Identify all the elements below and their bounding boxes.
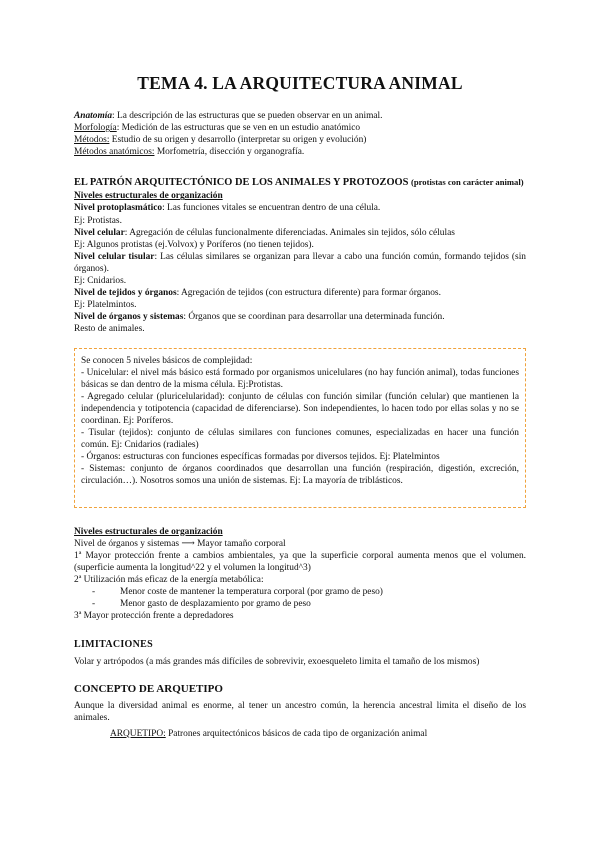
level-term: Nivel celular [74, 227, 125, 238]
advantage-1: 1ª Mayor protección frente a cambios ambientales, ya que la superficie corporal aumenta menos que el volumen. (superficie aumenta la longitud^22 y el volumen la longitud^3) [74, 550, 526, 573]
page-title: TEMA 4. LA ARQUITECTURA ANIMAL [137, 73, 463, 93]
dash-icon: - [92, 587, 96, 597]
term-metodos-anatomicos: Métodos anatómicos: [74, 147, 155, 158]
definition-text: Estudio de su origen y desarrollo (interpretar su origen y evolución) [109, 135, 367, 146]
section-heading-note: (protistas con carácter animal) [411, 177, 524, 188]
bullet-text: Menor coste de mantener la temperatura corporal (por gramo de peso) [120, 587, 383, 597]
level-example: Resto de animales. [74, 324, 145, 335]
box-line: - Sistemas: conjunto de órganos coordinados que desarrollan una función (respiración, digestión, excreción, circulación…). Nosotros somos una unión de sistemas. Ej: La mayoría de triblásticos. [81, 464, 519, 487]
bullet-item [74, 598, 526, 610]
level-example: Ej: Protistas. [74, 215, 122, 226]
section-heading-patron [74, 176, 526, 189]
term-metodos: Métodos: [74, 135, 110, 146]
definition-morfologia [74, 122, 526, 134]
level-text: : Las células similares se organizan para llevar a cabo una función común, formando tejidos (sin órganos). [74, 251, 526, 274]
box-line: Se conocen 5 niveles básicos de complejidad: [81, 355, 253, 366]
level-item [74, 227, 526, 239]
definition-metodos-anatomicos [74, 146, 526, 158]
organ-level-line: Nivel de órganos y sistemas ⟶ Mayor tamaño corporal [74, 538, 286, 549]
limitaciones-text: Volar y artrópodos (a más grandes más difíciles de sobrevivir, exoesqueleto limita el tamaño de los mismos) [74, 657, 480, 668]
arquetipo-definition [74, 728, 526, 740]
definition-text: : Medición de las estructuras que se ven en un estudio anatómico [116, 123, 361, 134]
level-item [74, 202, 526, 214]
levels-list [74, 202, 526, 335]
level-text: : Agregación de tejidos (con estructura diferente) para formar órganos. [176, 288, 441, 299]
definition-text: Morfometría, disección y organografía. [154, 147, 305, 158]
arquetipo-definition-text: Patrones arquitectónicos básicos de cada tipo de organización animal [165, 728, 428, 739]
complexity-note-box [74, 348, 526, 508]
box-line: - Agregado celular (pluricelularidad): conjunto de células con función similar (función celular) que mantienen la independencia y totipotencia (capacidad de diferenciarse). Son independientes, lo hacen todo por ellas solas y no se coordinan. Ej: Poríferos. [81, 391, 519, 426]
level-term: Nivel celular tisular [74, 251, 155, 262]
level-item [74, 287, 526, 299]
bullet-item [74, 586, 526, 598]
advantage-2: 2ª Utilización más eficaz de la energía metabólica: [74, 574, 264, 585]
bullet-text: Menor gasto de desplazamiento por gramo de peso [120, 599, 311, 610]
box-line: - Tisular (tejidos): conjunto de células similares con funciones comunes, especializadas en hacer una función común. Ej: Cnidarios (radiales) [81, 428, 519, 451]
level-item [74, 251, 526, 275]
heading-limitaciones: LIMITACIONES [74, 639, 153, 651]
subheading-niveles: Niveles estructurales de organización [74, 191, 223, 202]
level-term: Nivel de tejidos y órganos [74, 288, 177, 299]
level-example: Ej: Cnidarios. [74, 276, 127, 287]
subheading-niveles-2: Niveles estructurales de organización [74, 526, 223, 537]
term-morfologia: Morfología [74, 123, 117, 134]
dash-icon: - [92, 599, 96, 610]
level-example: Ej: Platelmintos. [74, 300, 137, 311]
definitions-block [74, 110, 526, 158]
level-item [74, 311, 526, 323]
level-term: Nivel protoplasmático [74, 203, 163, 214]
box-line: - Órganos: estructuras con funciones específicas formadas por diversos tejidos. Ej: Platelmintos [81, 452, 440, 463]
section-heading-text: EL PATRÓN ARQUITECTÓNICO DE LOS ANIMALES Y PROTOZOOS [74, 177, 411, 189]
definition-anatomia [74, 110, 526, 122]
box-spacer [81, 488, 519, 500]
level-text: : Agregación de células funcionalmente diferenciadas. Animales sin tejidos, sólo células [124, 227, 455, 238]
level-text: : Órganos que se coordinan para desarrollar una determinada función. [183, 312, 445, 323]
energy-bullets [74, 586, 526, 610]
level-example: Ej: Algunos protistas (ej.Volvox) y Poríferos (no tienen tejidos). [74, 239, 314, 250]
heading-arquetipo: CONCEPTO DE ARQUETIPO [74, 683, 223, 696]
arquetipo-text: Aunque la diversidad animal es enorme, al tener un ancestro común, la herencia ancestral limita el diseño de los animales. [74, 701, 526, 724]
level-text: : Las funciones vitales se encuentran dentro de una célula. [162, 203, 381, 214]
level-term: Nivel de órganos y sistemas [74, 312, 184, 323]
definition-metodos [74, 134, 526, 146]
term-arquetipo: ARQUETIPO: [110, 728, 166, 739]
advantage-3: 3ª Mayor protección frente a depredadores [74, 611, 234, 622]
term-anatomia: Anatomía [74, 111, 113, 121]
definition-text: : La descripción de las estructuras que se pueden observar en un animal. [112, 111, 383, 121]
box-line: - Unicelular: el nivel más básico está formado por organismos unicelulares (no hay función animal), todas funciones básicas se dan dentro de la misma célula. Ej:Protistas. [81, 367, 519, 390]
spacer [74, 508, 526, 526]
